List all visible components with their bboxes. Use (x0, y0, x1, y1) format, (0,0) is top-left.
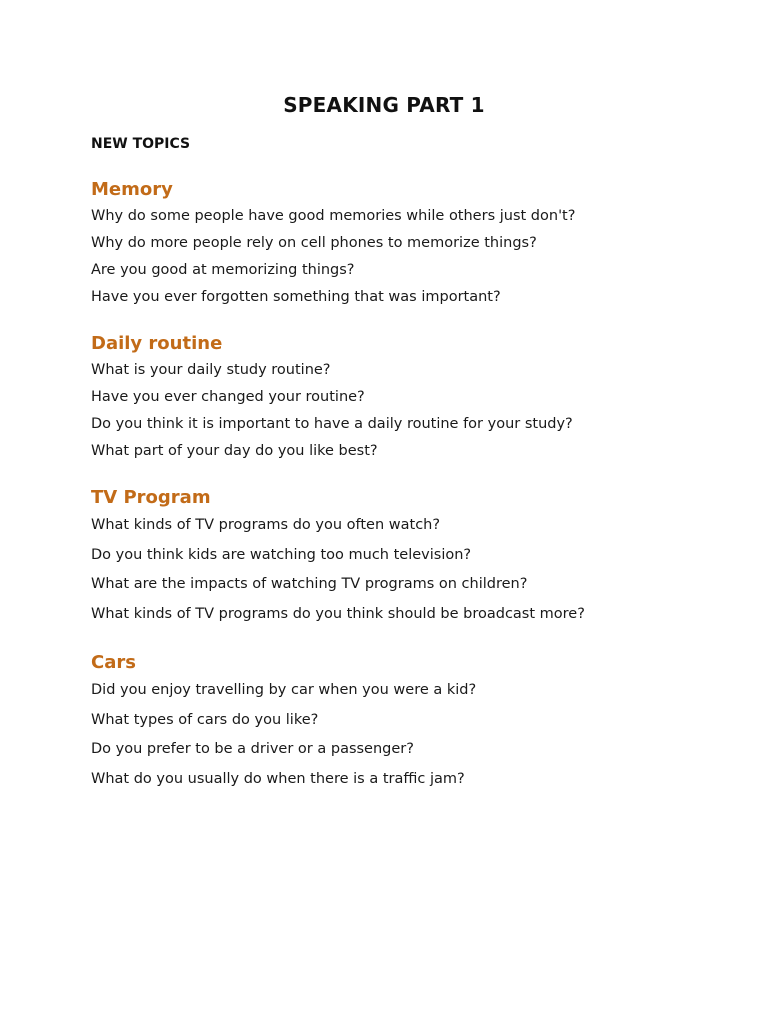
question-item: Do you think kids are watching too much television? (91, 546, 472, 563)
page-title: SPEAKING PART 1 (283, 93, 485, 117)
question-item: Have you ever changed your routine? (91, 389, 365, 405)
section-memory (91, 176, 731, 311)
question-item: Did you enjoy travelling by car when you were a kid? (91, 682, 477, 698)
question-item: What are the impacts of watching TV programs on children? (91, 576, 528, 592)
question-item: What kinds of TV programs do you think should be broadcast more? (91, 605, 585, 622)
section-heading: Cars (91, 652, 136, 673)
question-item: What types of cars do you like? (91, 711, 319, 728)
question-item: Do you prefer to be a driver or a passenger? (91, 741, 414, 757)
question-item: What is your daily study routine? (91, 362, 331, 378)
section-heading: Memory (91, 179, 173, 200)
question-item: Do you think it is important to have a daily routine for your study? (91, 416, 573, 432)
question-item: Why do some people have good memories while others just don't? (91, 208, 576, 224)
section-heading: Daily routine (91, 333, 223, 354)
question-item: Have you ever forgotten something that was important? (91, 289, 501, 305)
question-item: Are you good at memorizing things? (91, 262, 355, 278)
question-item: What do you usually do when there is a traffic jam? (91, 770, 465, 787)
section-cars (91, 649, 731, 794)
question-item: What kinds of TV programs do you often watch? (91, 517, 441, 533)
question-item: Why do more people rely on cell phones to memorize things? (91, 235, 537, 251)
section-tv-program (91, 484, 731, 629)
page-subtitle: NEW TOPICS (91, 136, 191, 152)
question-item: What part of your day do you like best? (91, 443, 378, 459)
section-heading: TV Program (91, 487, 211, 508)
section-daily-routine (91, 330, 731, 465)
